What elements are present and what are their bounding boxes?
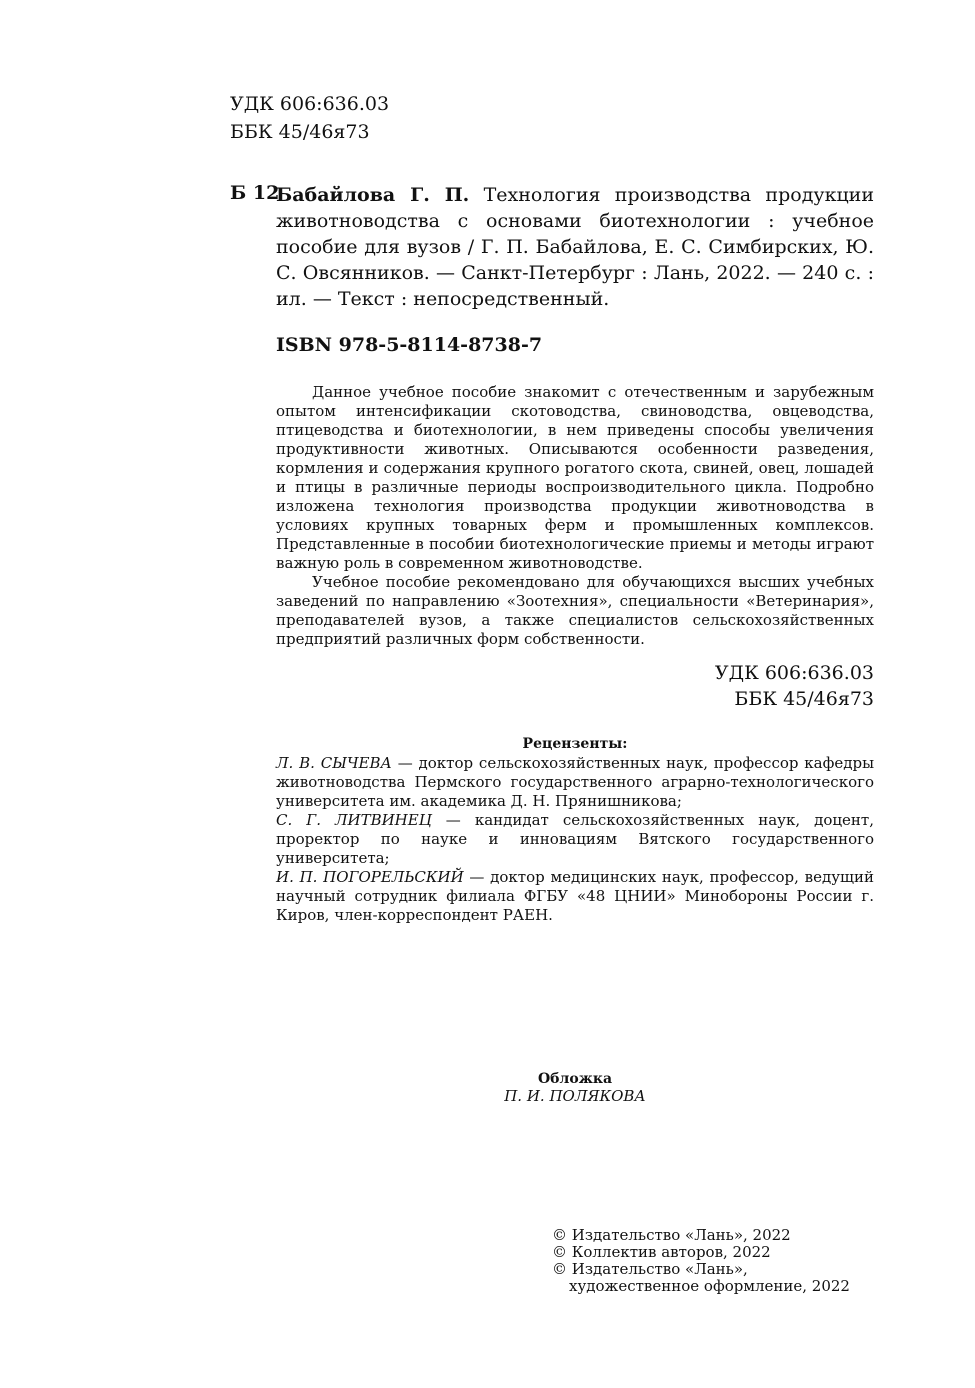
copyright-line: © Издательство «Лань», 2022	[552, 1226, 791, 1244]
reviewer-name: И. П. ПОГОРЕЛЬСКИЙ	[276, 868, 464, 886]
reviewer-description: — доктор медицинских наук, профессор, ведущий научный сотрудник филиала ФГБУ «48 ЦНИИ» Минобороны России г. Киров, член-корреспондент РАЕН.	[276, 868, 874, 924]
udk-code: УДК 606:636.03	[230, 93, 390, 115]
abstract-paragraph: Учебное пособие рекомендовано для обучающихся высших учебных заведений по направлению «Зоотехния», специальности «Ветеринария», преподавателей вузов, а также специалистов сельскохозяйственных предприятий различных форм собственности.	[276, 573, 874, 648]
classification-codes-right	[600, 660, 874, 712]
reviewers-list	[276, 754, 874, 925]
header-classification	[230, 90, 389, 146]
cover-heading: Обложка	[537, 1071, 613, 1087]
copyright-line: © Коллектив авторов, 2022	[552, 1243, 771, 1261]
bibliographic-record	[276, 182, 874, 312]
reviewers-heading: Рецензенты:	[522, 736, 628, 752]
copyright-block	[552, 1227, 850, 1295]
catalog-mark: Б 12	[230, 182, 280, 204]
reviewer-name: Л. В. СЫЧЕВА	[276, 754, 392, 772]
reviewer-entry	[276, 811, 874, 868]
bbk-code: ББК 45/46я73	[230, 121, 370, 143]
author-name: Бабайлова Г. П.	[276, 184, 470, 206]
bbk-code: ББК 45/46я73	[734, 688, 874, 710]
copyright-line: © Издательство «Лань»,	[552, 1260, 748, 1278]
reviewer-entry	[276, 868, 874, 925]
reviewer-description: — кандидат сельскохозяйственных наук, доцент, проректор по науке и инновациям Вятского государственного университета;	[276, 811, 874, 867]
reviewer-description: — доктор сельскохозяйственных наук, профессор кафедры животноводства Пермского государственного аграрно-технологического университета им. академика Д. Н. Прянишникова;	[276, 754, 875, 810]
udk-code: УДК 606:636.03	[714, 662, 874, 684]
abstract	[276, 383, 874, 649]
bibliographic-description: Технология производства продукции животноводства с основами биотехнологии : учебное пособие для вузов / Г. П. Бабайлова, Е. С. Симбирских, Ю. С. Овсянников. — Санкт-Петербург : Лань, 2022. — 240 с. : ил. — Текст : непосредственный.	[276, 184, 874, 310]
reviewer-entry	[276, 754, 874, 811]
reviewer-name: С. Г. ЛИТВИНЕЦ	[276, 811, 432, 829]
abstract-paragraph: Данное учебное пособие знакомит с отечественным и зарубежным опытом интенсификации скотоводства, свиноводства, овцеводства, птицеводства и биотехнологии, в нем приведены способы увеличения продуктивности животных. Описываются особенности разведения, кормления и содержания крупного рогатого скота, свиней, овец, лошадей и птицы в различные периоды воспроизводительного цикла. Подробно изложена технология производства продукции животноводства в условиях крупных товарных ферм и промышленных комплексов. Представленные в пособии биотехнологические приемы и методы играют важную роль в современном животноводстве.	[276, 383, 874, 572]
cover-designer: П. И. ПОЛЯКОВА	[504, 1087, 646, 1105]
isbn: ISBN 978-5-8114-8738-7	[276, 334, 543, 356]
copyright-line: художественное оформление, 2022	[569, 1277, 850, 1295]
